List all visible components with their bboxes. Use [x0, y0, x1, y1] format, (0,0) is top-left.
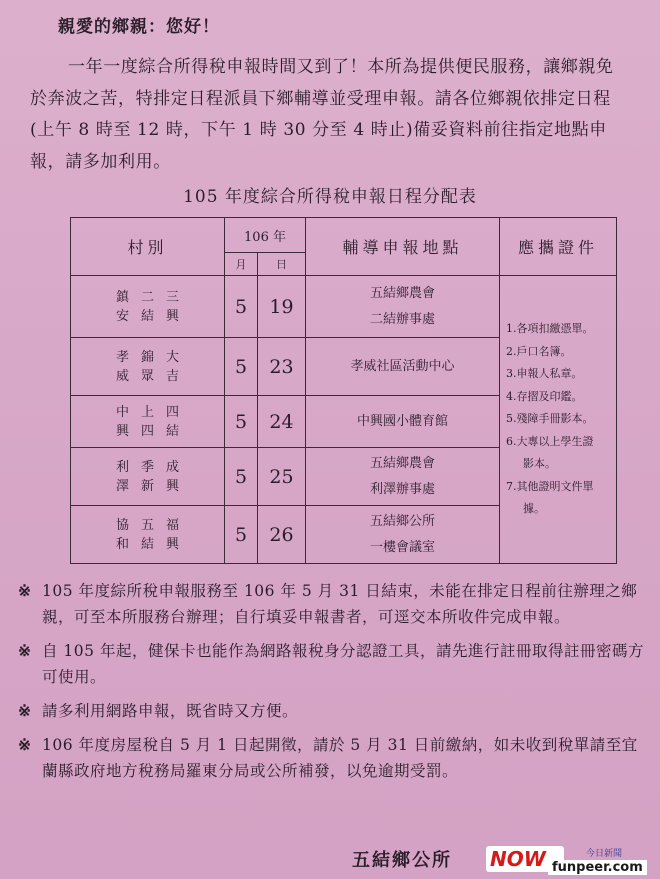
header-village: 村別 — [71, 218, 225, 276]
document-item: 7.其他證明文件單 據。 — [506, 479, 594, 516]
header-year: 106 年 — [225, 218, 306, 253]
village-cell — [71, 448, 225, 506]
place-line: 五結鄉公所 — [370, 513, 436, 529]
document-item: 1.各項扣繳憑單。 — [506, 322, 594, 336]
note-marker: ※ — [18, 735, 32, 754]
village-line: 利季成 — [115, 459, 191, 475]
header-place: 輔導申報地點 — [306, 218, 500, 276]
note-item — [18, 578, 646, 630]
document-item: 2.戶口名簿。 — [506, 344, 572, 358]
note-text: 105 年度綜所稅申報服務至 106 年 5 月 31 日結束，未能在排定日程前往辦理之鄉親，可至本所服務台辦理；自行填妥申報書者，可逕交本所收件完成申報。 — [42, 582, 638, 626]
document-item: 5.殘障手冊影本。 — [506, 412, 594, 426]
village-line: 安結興 — [115, 308, 191, 324]
place-cell — [306, 276, 500, 338]
note-text: 106 年度房屋稅自 5 月 1 日起開徵，請於 5 月 31 日前繳納，如未收到稅單請至宜蘭縣政府地方稅務局羅東分局或公所補發，以免逾期受罰。 — [42, 736, 638, 780]
place-line: 二結辦事處 — [370, 311, 436, 327]
header-documents: 應攜證件 — [500, 218, 617, 276]
table-row — [71, 276, 617, 338]
note-marker: ※ — [18, 641, 32, 660]
schedule-table — [70, 217, 617, 564]
place-line: 中興國小體育館 — [357, 413, 449, 429]
month-cell: 5 — [225, 506, 258, 564]
intro-paragraph: 一年一度綜合所得稅申報時間又到了！本所為提供便民服務，讓鄉親免於奔波之苦，特排定日程派員下鄉輔導並受理申報。請各位鄉親依排定日程(上午 8 時至 12 時，下午 1 時 30 分至 4 時止)備妥資料前往指定地點申報，請多加利用。 — [30, 57, 614, 172]
village-cell — [71, 506, 225, 564]
now-news-logo: NOW — [486, 846, 564, 872]
month-cell: 5 — [225, 396, 258, 448]
watermark-site: funpeer.com — [548, 860, 647, 875]
month-cell: 5 — [225, 448, 258, 506]
table-title: 105 年度綜合所得稅申報日程分配表 — [183, 187, 477, 207]
place-line: 五結鄉農會 — [370, 285, 436, 301]
village-line: 威眾吉 — [115, 368, 191, 384]
place-cell — [306, 338, 500, 396]
place-line: 利澤辦事處 — [370, 481, 436, 497]
note-text: 自 105 年起，健保卡也能作為網路報稅身分認證工具，請先進行註冊取得註冊密碼方可使用。 — [42, 642, 644, 686]
document-item: 3.申報人私章。 — [506, 367, 583, 381]
village-line: 孝錦大 — [115, 349, 191, 365]
note-marker: ※ — [18, 581, 32, 600]
place-line: 孝威社區活動中心 — [350, 358, 455, 374]
month-cell: 5 — [225, 338, 258, 396]
day-cell: 26 — [258, 506, 306, 564]
place-cell — [306, 396, 500, 448]
table-header-row — [71, 218, 617, 253]
notes-section — [18, 578, 646, 792]
place-cell — [306, 448, 500, 506]
village-line: 和結興 — [115, 536, 191, 552]
header-day: 日 — [258, 253, 306, 276]
village-line: 鎮二三 — [115, 289, 191, 305]
village-cell — [71, 396, 225, 448]
note-text: 請多利用網路申報，既省時又方便。 — [42, 702, 299, 720]
day-cell: 25 — [258, 448, 306, 506]
village-line: 澤新興 — [115, 478, 191, 494]
place-line: 一樓會議室 — [370, 539, 436, 555]
header-month: 月 — [225, 253, 258, 276]
day-cell: 19 — [258, 276, 306, 338]
document-item: 6.大專以上學生證 影本。 — [506, 434, 594, 471]
village-cell — [71, 338, 225, 396]
documents-cell — [500, 276, 617, 564]
greeting: 親愛的鄉親：您好！ — [58, 17, 220, 37]
watermark-logo — [486, 846, 646, 874]
document-item: 4.存摺及印鑑。 — [506, 389, 583, 403]
village-line: 中上四 — [115, 404, 191, 420]
documents-list — [506, 318, 610, 521]
note-item — [18, 638, 646, 690]
month-cell: 5 — [225, 276, 258, 338]
note-item — [18, 732, 646, 784]
day-cell: 23 — [258, 338, 306, 396]
note-marker: ※ — [18, 701, 32, 720]
note-item — [18, 698, 646, 724]
village-line: 興四結 — [115, 423, 191, 439]
village-cell — [71, 276, 225, 338]
place-line: 五結鄉農會 — [370, 455, 436, 471]
village-line: 協五福 — [115, 517, 191, 533]
day-cell: 24 — [258, 396, 306, 448]
place-cell — [306, 506, 500, 564]
issuer-signature: 五結鄉公所 — [352, 850, 452, 871]
logo-tagline: 今日新聞 — [586, 849, 623, 859]
